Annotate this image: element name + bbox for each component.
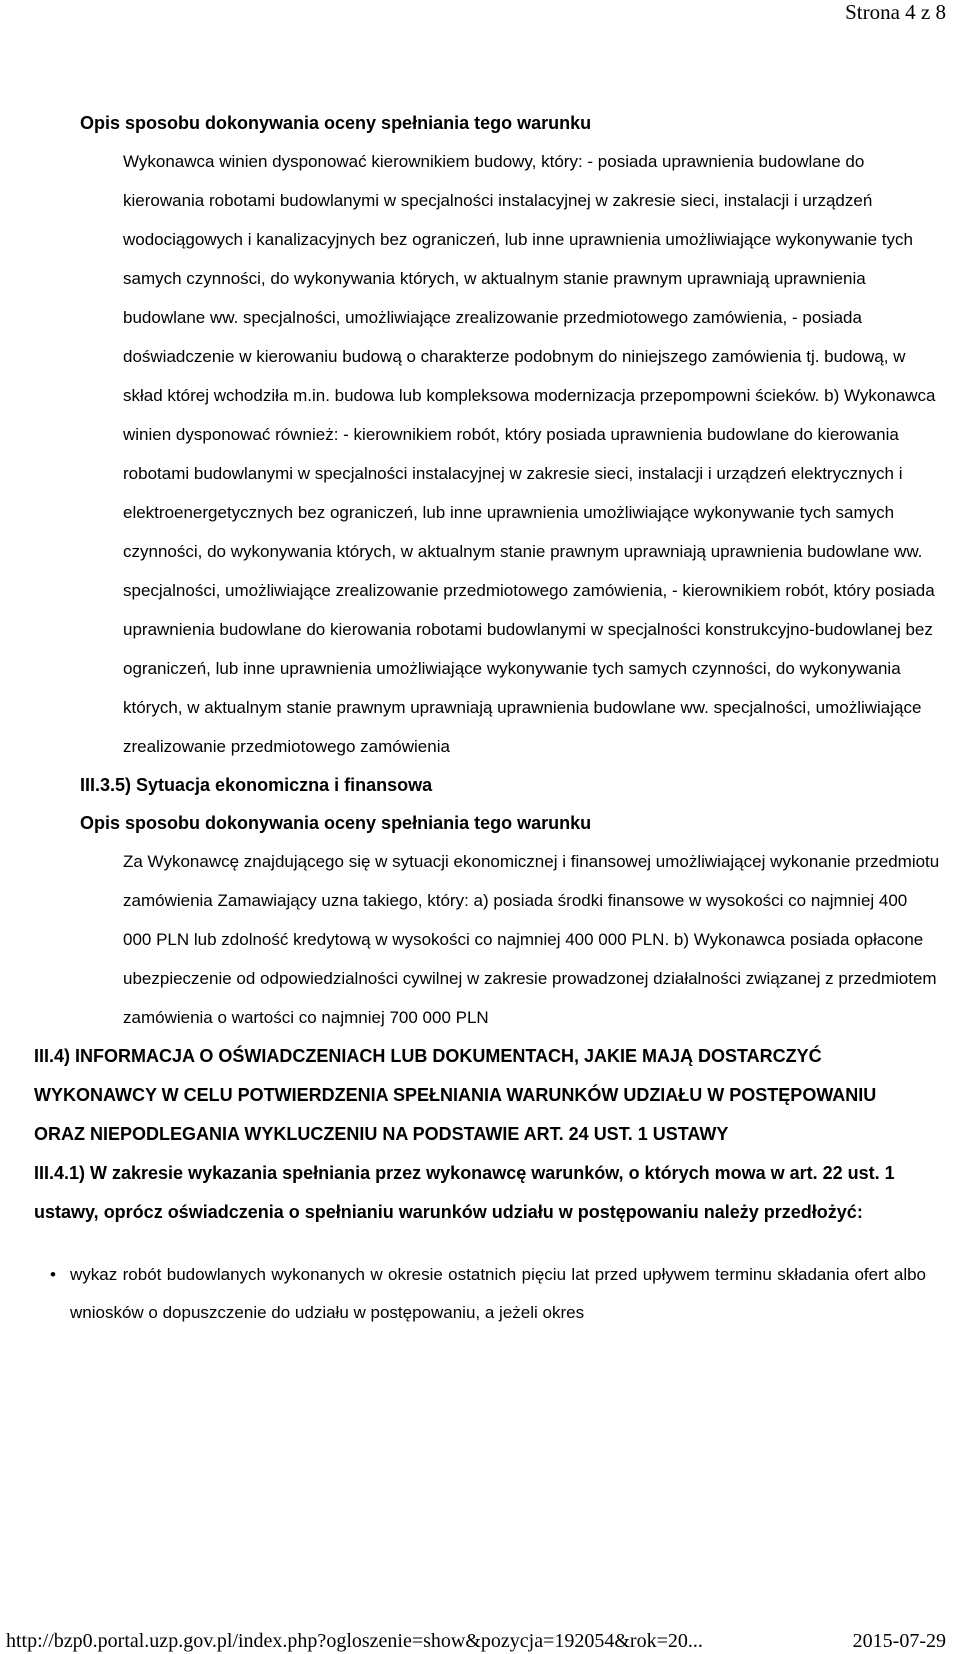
bullet-icon: • [50,1265,56,1284]
economic-conditions-text: Za Wykonawcę znajdującego się w sytuacji ekonomicznej i finansowej umożliwiającej wykonanie przedmiotu zamówienia Zamawiający uzna takiego, który: a) posiada środki finansowe w wysokości co najmniej 400 000 PLN lub zdolność kredytową w wysokości co najmniej 400 000 PLN. b) Wykonawca posiada opłacone ubezpieczenie od odpowiedzialności cywilnej w zakresie prowadzonej działalności związanej z przedmiotem zamówienia o wartości co najmniej 700 000 PLN [123,852,940,1027]
economic-assessment-heading: Opis sposobu dokonywania oceny spełniania tego warunku [80,813,592,833]
footer-date: 2015-07-29 [852,1630,946,1652]
economic-section-title: III.3.5) Sytuacja ekonomiczna i finansowa [80,775,433,795]
assessment-heading: Opis sposobu dokonywania oceny spełniania tego warunku [80,113,592,133]
list-item [34,1256,944,1332]
footer-url: http://bzp0.portal.uzp.gov.pl/index.php?ogloszenie=show&pozycja=192054&rok=20... [6,1630,703,1652]
document-content [34,104,944,1332]
documents-bullet-list [34,1256,944,1332]
list-item-text: wykaz robót budowlanych wykonanych w okresie ostatnich pięciu lat przed upływem terminu składania ofert albo wniosków o dopuszczenie do udziału w postępowaniu, a jeżeli okres [70,1265,926,1322]
personnel-conditions-text: Wykonawca winien dysponować kierownikiem budowy, który: - posiada uprawnienia budowlane do kierowania robotami budowlanymi w specjalności instalacyjnej w zakresie sieci, instalacji i urządzeń wodociągowych i kanalizacyjnych bez ograniczeń, lub inne uprawnienia umożliwiające wykonywanie tych samych czynności, do wykonywania których, w aktualnym stanie prawnym uprawniają uprawnienia budowlane ww. specjalności, umożliwiające zrealizowanie przedmiotowego zamówienia, - posiada doświadczenie w kierowaniu budową o charakterze podobnym do niniejszego zamówienia tj. budową, w skład której wchodziła m.in. budowa lub kompleksowa modernizacja przepompowni ścieków. b) Wykonawca winien dysponować również: - kierownikiem robót, który posiada uprawnienia budowlane do kierowania robotami budowlanymi w specjalności instalacyjnej w zakresie sieci, instalacji i urządzeń elektrycznych i elektroenergetycznych bez ograniczeń, lub inne uprawnienia umożliwiające wykonywanie tych samych czynności, do wykonywania których, w aktualnym stanie prawnym uprawniają uprawnienia budowlane ww. specjalności, umożliwiające zrealizowanie przedmiotowego zamówienia, - kierownikiem robót, który posiada uprawnienia budowlane do kierowania robotami budowlanymi w specjalności konstrukcyjno-budowlanej bez ograniczeń, lub inne uprawnienia umożliwiające wykonywanie tych samych czynności, do wykonywania których, w aktualnym stanie prawnym uprawniają uprawnienia budowlane ww. specjalności, umożliwiające zrealizowanie przedmiotowego zamówienia [123,152,936,756]
documents-section-title: III.4) INFORMACJA O OŚWIADCZENIACH LUB DOKUMENTACH, JAKIE MAJĄ DOSTARCZYĆ WYKONAWCY W CELU POTWIERDZENIA SPEŁNIANIA WARUNKÓW UDZIAŁU W POSTĘPOWANIU ORAZ NIEPODLEGANIA WYKLUCZENIU NA PODSTAWIE ART. 24 UST. 1 USTAWY [34,1046,877,1144]
documents-subsection-title: III.4.1) W zakresie wykazania spełniania przez wykonawcę warunków, o których mowa w art. 22 ust. 1 ustawy, oprócz oświadczenia o spełnianiu warunków udziału w postępowaniu należy przedłożyć: [34,1163,895,1222]
page-footer [0,1628,960,1654]
page-indicator: Strona 4 z 8 [845,0,946,24]
